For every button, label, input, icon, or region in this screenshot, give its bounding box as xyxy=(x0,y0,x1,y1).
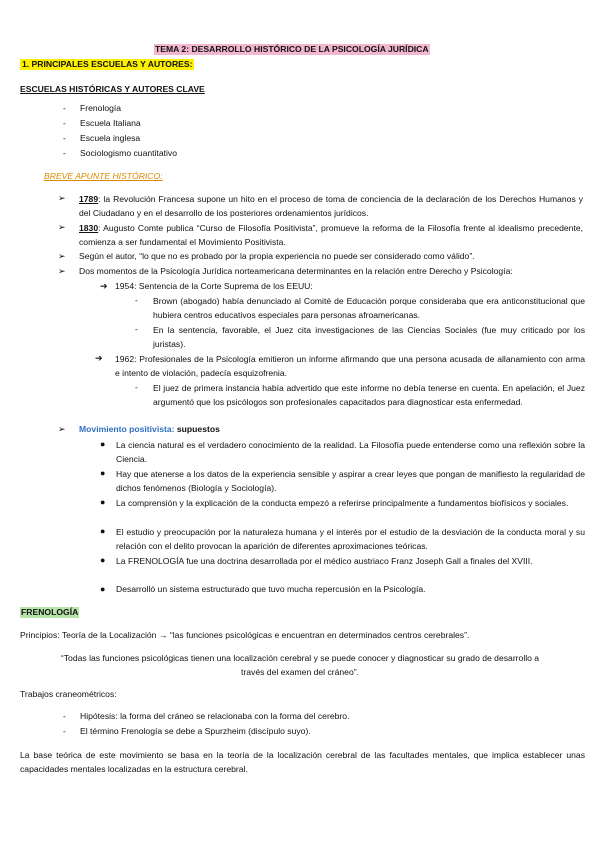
arrow-bullet-icon: ➢ xyxy=(58,193,66,203)
list-dash: - xyxy=(63,103,66,113)
supuesto-item: La FRENOLOGÍA fue una doctrina desarrollada por el médico austriaco Franz Joseph Gall a finales del XVIII. xyxy=(116,556,533,566)
brown-text: Brown (abogado) había denunciado al Comité de Educación porque consideraba que era anticonstitucional que hubiera centros educativos especiales para personas afroamericanas. xyxy=(153,296,585,320)
juez-text: El juez de primera instancia había advertido que este informe no debía tenerse en cuenta. En apelación, el Juez argumentó que los psicólogos son profesionales capacitados para diagnosticar esta enfermedad. xyxy=(153,383,585,407)
supuesto-item: La comprensión y la explicación de la conducta empezó a referirse principalmente a fundamentos biofísicos y sociales. xyxy=(116,498,569,508)
arrow-bullet-icon: ➢ xyxy=(58,251,66,261)
list-dash: - xyxy=(135,324,138,334)
arrow-bullet-icon: ➢ xyxy=(58,222,66,232)
supuesto-item: Desarrolló un sistema estructurado que tuvo mucha repercusión en la Psicología. xyxy=(116,584,426,594)
right-arrow-icon: ➔ xyxy=(100,281,108,291)
bullet-icon: ● xyxy=(100,555,106,565)
list-item: Frenología xyxy=(80,103,122,113)
bullet-icon: ● xyxy=(100,497,106,507)
base-paragraph: La base teórica de este movimiento se basa en la teoría de la localización cerebral de las facultades mentales, que implica establecer unas capacidades mentales localizadas en la estructura cerebral. xyxy=(20,750,585,774)
section-heading-1: 1. PRINCIPALES ESCUELAS Y AUTORES: xyxy=(22,59,193,69)
positivista-heading: Movimiento positivista: supuestos xyxy=(79,424,220,434)
momento-1962: 1962: Profesionales de la Psicología emitieron un informe afirmando que una persona acusada de allanamiento con arma e intento de violación, padecía esquizofrenia. xyxy=(115,354,585,378)
list-item: Escuela Italiana xyxy=(80,118,141,128)
list-dash: - xyxy=(135,295,138,305)
supuesto-item: Hay que atenerse a los datos de la experiencia sensible y aspirar a crear leyes que pongan de manifiesto la regularidad de dichos fenómenos (Biología y Sociología). xyxy=(116,469,585,493)
arrow-bullet-icon: ➢ xyxy=(58,424,66,434)
right-arrow-icon: ➔ xyxy=(95,353,103,363)
list-item: Sociologismo cuantitativo xyxy=(80,148,177,158)
bullet-icon: ● xyxy=(100,468,106,478)
supuesto-item: El estudio y preocupación por la naturaleza humana y el interés por el estudio de la desviación de la conducta moral y su relación con el delito provocan la aparición de diferentes aproximaciones teóricas. xyxy=(116,527,585,551)
list-dash: - xyxy=(63,148,66,158)
list-dash: - xyxy=(63,711,66,721)
list-dash: - xyxy=(63,133,66,143)
sentencia-text: En la sentencia, favorable, el Juez cita investigaciones de las Ciencias Sociales (fue muy criticado por los juristas). xyxy=(153,325,585,349)
list-dash: - xyxy=(63,118,66,128)
arrow-bullet-icon: ➢ xyxy=(58,266,66,276)
document-title: TEMA 2: DESARROLLO HISTÓRICO DE LA PSICOLOGÍA JURÍDICA xyxy=(155,44,429,54)
list-item: El término Frenología se debe a Spurzheim (discípulo suyo). xyxy=(80,726,311,736)
schools-heading: ESCUELAS HISTÓRICAS Y AUTORES CLAVE xyxy=(20,84,205,94)
supuesto-item: La ciencia natural es el verdadero conocimiento de la realidad. La Filosofía puede entenderse como una reflexión sobre la Ciencia. xyxy=(116,440,585,464)
bullet-icon: ● xyxy=(100,584,106,594)
frenologia-heading: FRENOLOGÍA xyxy=(21,607,79,617)
principios-text: Principios: Teoría de la Localización → “las funciones psicológicas e encuentran en determinados centros cerebrales”. xyxy=(20,630,470,640)
dos-momentos: Dos momentos de la Psicología Jurídica norteamericana determinantes en la relación entre Derecho y Psicología: xyxy=(79,266,513,276)
trabajos-heading: Trabajos craneométricos: xyxy=(20,689,117,699)
momento-1954: 1954: Sentencia de la Corte Suprema de los EEUU: xyxy=(115,281,313,291)
list-dash: - xyxy=(135,382,138,392)
apunte-heading: BREVE APUNTE HISTÓRICO: xyxy=(44,171,163,181)
history-item-1789: 1789: la Revolución Francesa supone un hito en el proceso de toma de conciencia de la declaración de los Derechos Humanos y del Ciudadano y en el desarrollo de los posteriores ordenamientos jurídicos. xyxy=(79,194,583,218)
autor-quote: Según el autor, “lo que no es probado por la propia experiencia no puede ser considerado como válido”. xyxy=(79,251,475,261)
bullet-icon: ● xyxy=(100,526,106,536)
quote-line-2: través del examen del cráneo”. xyxy=(241,667,359,677)
list-dash: - xyxy=(63,726,66,736)
quote-line-1: “Todas las funciones psicológicas tienen una localización cerebral y se puede conocer y diagnosticar su grado de desarrollo a xyxy=(60,653,540,663)
list-item: Escuela inglesa xyxy=(80,133,141,143)
bullet-icon: ● xyxy=(100,439,106,449)
history-item-1830: 1830: Augusto Comte publica “Curso de Filosofía Positivista”, promueve la reforma de la Filosofía frente al idealismo precedente, comienza a ser fundamental el Movimiento Positivista. xyxy=(79,223,583,247)
list-item: Hipótesis: la forma del cráneo se relacionaba con la forma del cerebro. xyxy=(80,711,350,721)
